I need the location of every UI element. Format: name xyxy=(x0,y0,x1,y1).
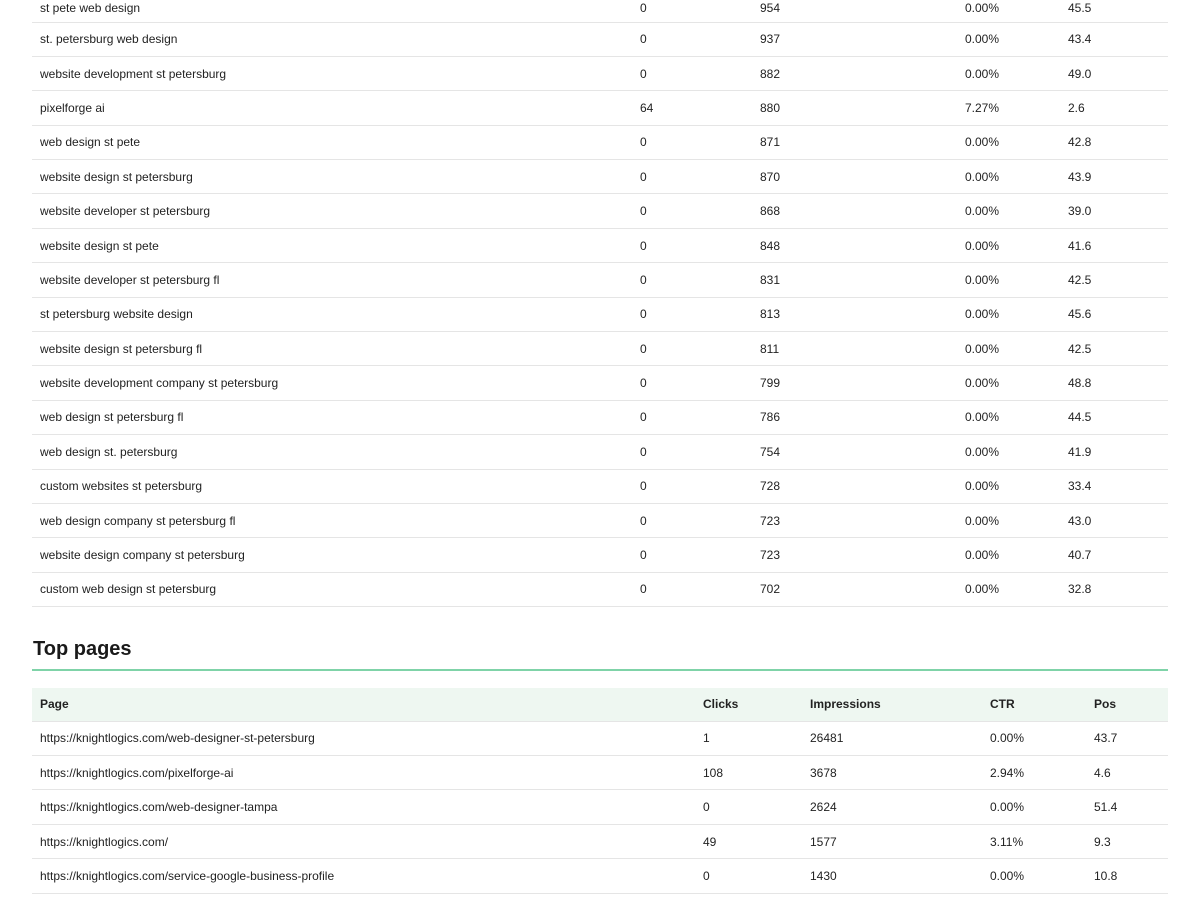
section-divider xyxy=(32,669,1168,671)
pos-cell: 4.6 xyxy=(1094,765,1111,780)
top-queries-table xyxy=(32,0,1168,607)
top-pages-table xyxy=(32,688,1168,893)
clicks-cell: 0 xyxy=(640,135,647,150)
ctr-cell: 3.11% xyxy=(990,834,1024,849)
ctr-cell: 0.00% xyxy=(965,479,1000,494)
impressions-cell: 880 xyxy=(760,100,781,115)
table-row xyxy=(32,366,1168,400)
ctr-cell: 0.00% xyxy=(965,238,1000,253)
ctr-cell: 0.00% xyxy=(965,204,1000,219)
table-row xyxy=(32,22,1168,56)
query-cell: web design st. petersburg xyxy=(40,444,178,459)
impressions-cell: 3678 xyxy=(810,765,837,780)
clicks-cell: 0 xyxy=(703,868,710,883)
clicks-cell: 0 xyxy=(640,32,647,47)
query-cell: website development st petersburg xyxy=(40,66,227,81)
clicks-cell: 0 xyxy=(640,204,647,219)
clicks-cell: 0 xyxy=(640,66,647,81)
query-cell: web design st pete xyxy=(40,135,141,150)
table-header-row xyxy=(32,688,1168,721)
pos-cell: 33.4 xyxy=(1068,479,1092,494)
ctr-cell: 0.00% xyxy=(965,307,1000,322)
query-cell: st pete web design xyxy=(40,0,141,15)
pos-cell: 39.0 xyxy=(1068,204,1092,219)
impressions-cell: 870 xyxy=(760,169,781,184)
ctr-cell: 0.00% xyxy=(965,0,1000,15)
query-cell: website design company st petersburg xyxy=(40,548,245,563)
query-cell: st. petersburg web design xyxy=(40,32,178,47)
ctr-cell: 0.00% xyxy=(965,582,1000,597)
impressions-cell: 1430 xyxy=(810,868,837,883)
page-cell: https://knightlogics.com/ xyxy=(40,834,169,849)
pos-cell: 2.6 xyxy=(1068,100,1085,115)
pos-cell: 49.0 xyxy=(1068,66,1092,81)
table-row xyxy=(32,435,1168,469)
ctr-cell: 0.00% xyxy=(990,731,1025,746)
impressions-cell: 954 xyxy=(760,0,781,15)
query-cell: pixelforge ai xyxy=(40,100,105,115)
ctr-cell: 0.00% xyxy=(965,169,1000,184)
top-pages-title: Top pages xyxy=(33,638,132,661)
pos-cell: 42.8 xyxy=(1068,135,1092,150)
ctr-cell: 0.00% xyxy=(965,376,1000,391)
clicks-cell: 0 xyxy=(640,582,647,597)
impressions-cell: 754 xyxy=(760,444,781,459)
impressions-cell: 868 xyxy=(760,204,781,219)
query-cell: web design company st petersburg fl xyxy=(40,513,236,528)
impressions-cell: 723 xyxy=(760,513,781,528)
query-cell: website developer st petersburg xyxy=(40,204,211,219)
table-row xyxy=(32,469,1168,503)
query-cell: st petersburg website design xyxy=(40,307,193,322)
query-cell: website development company st petersburg xyxy=(40,376,279,391)
clicks-cell: 0 xyxy=(640,479,647,494)
ctr-cell: 0.00% xyxy=(965,341,1000,356)
ctr-cell: 0.00% xyxy=(965,548,1000,563)
impressions-cell: 799 xyxy=(760,376,781,391)
pos-cell: 45.5 xyxy=(1068,0,1092,15)
pos-cell: 44.5 xyxy=(1068,410,1092,425)
table-row xyxy=(32,297,1168,331)
clicks-cell: 108 xyxy=(703,765,724,780)
ctr-cell: 0.00% xyxy=(965,32,1000,47)
table-row xyxy=(32,572,1168,606)
pos-cell: 43.9 xyxy=(1068,169,1092,184)
page-cell: https://knightlogics.com/service-google-business-profile xyxy=(40,868,335,883)
clicks-cell: 0 xyxy=(640,548,647,563)
pos-cell: 45.6 xyxy=(1068,307,1092,322)
query-cell: web design st petersburg fl xyxy=(40,410,184,425)
column-header-page: Page xyxy=(40,697,69,712)
impressions-cell: 871 xyxy=(760,135,781,150)
pos-cell: 48.8 xyxy=(1068,376,1092,391)
clicks-cell: 0 xyxy=(640,238,647,253)
pos-cell: 43.0 xyxy=(1068,513,1092,528)
table-row xyxy=(32,400,1168,434)
impressions-cell: 811 xyxy=(760,341,780,356)
ctr-cell: 0.00% xyxy=(965,410,1000,425)
impressions-cell: 728 xyxy=(760,479,781,494)
pos-cell: 43.4 xyxy=(1068,32,1092,47)
query-cell: website design st petersburg fl xyxy=(40,341,203,356)
ctr-cell: 0.00% xyxy=(965,513,1000,528)
clicks-cell: 0 xyxy=(640,341,647,356)
table-row xyxy=(32,194,1168,228)
column-header-impressions: Impressions xyxy=(810,697,881,712)
top-pages-body xyxy=(32,721,1168,893)
column-header-clicks: Clicks xyxy=(703,697,739,712)
clicks-cell: 0 xyxy=(640,410,647,425)
table-row xyxy=(32,538,1168,572)
page-cell: https://knightlogics.com/web-designer-st-petersburg xyxy=(40,731,315,746)
table-row xyxy=(32,91,1168,125)
clicks-cell: 0 xyxy=(640,272,647,287)
clicks-cell: 49 xyxy=(703,834,717,849)
pos-cell: 42.5 xyxy=(1068,272,1092,287)
impressions-cell: 2624 xyxy=(810,800,837,815)
table-row xyxy=(32,263,1168,297)
ctr-cell: 0.00% xyxy=(990,868,1025,883)
clicks-cell: 0 xyxy=(640,444,647,459)
clicks-cell: 0 xyxy=(640,169,647,184)
table-row xyxy=(32,790,1168,824)
ctr-cell: 2.94% xyxy=(990,765,1025,780)
pos-cell: 43.7 xyxy=(1094,731,1118,746)
column-header-pos: Pos xyxy=(1094,697,1117,712)
table-row xyxy=(32,0,1168,22)
impressions-cell: 26481 xyxy=(810,731,844,746)
impressions-cell: 1577 xyxy=(810,834,837,849)
clicks-cell: 0 xyxy=(640,513,647,528)
pos-cell: 40.7 xyxy=(1068,548,1092,563)
table-row xyxy=(32,228,1168,262)
impressions-cell: 848 xyxy=(760,238,781,253)
pos-cell: 41.9 xyxy=(1068,444,1092,459)
query-cell: custom web design st petersburg xyxy=(40,582,217,597)
ctr-cell: 0.00% xyxy=(990,800,1025,815)
table-row xyxy=(32,160,1168,194)
pos-cell: 9.3 xyxy=(1094,834,1111,849)
page-cell: https://knightlogics.com/pixelforge-ai xyxy=(40,765,234,780)
impressions-cell: 702 xyxy=(760,582,781,597)
pos-cell: 10.8 xyxy=(1094,868,1118,883)
table-row xyxy=(32,721,1168,755)
query-cell: website design st pete xyxy=(40,238,159,253)
table-row xyxy=(32,125,1168,159)
impressions-cell: 723 xyxy=(760,548,781,563)
clicks-cell: 0 xyxy=(640,307,647,322)
ctr-cell: 0.00% xyxy=(965,135,1000,150)
ctr-cell: 0.00% xyxy=(965,66,1000,81)
table-row xyxy=(32,56,1168,90)
clicks-cell: 0 xyxy=(640,0,647,15)
table-row xyxy=(32,824,1168,858)
ctr-cell: 0.00% xyxy=(965,444,1000,459)
table-row xyxy=(32,756,1168,790)
impressions-cell: 831 xyxy=(760,272,781,287)
table-row xyxy=(32,503,1168,537)
report-content xyxy=(32,0,1168,894)
impressions-cell: 786 xyxy=(760,410,781,425)
table-row xyxy=(32,332,1168,366)
column-header-ctr: CTR xyxy=(990,697,1015,712)
clicks-cell: 1 xyxy=(703,731,710,746)
table-row xyxy=(32,859,1168,893)
impressions-cell: 882 xyxy=(760,66,781,81)
impressions-cell: 813 xyxy=(760,307,781,322)
query-cell: custom websites st petersburg xyxy=(40,479,203,494)
query-cell: website developer st petersburg fl xyxy=(40,272,220,287)
clicks-cell: 64 xyxy=(640,100,654,115)
page-cell: https://knightlogics.com/web-designer-tampa xyxy=(40,800,278,815)
clicks-cell: 0 xyxy=(640,376,647,391)
ctr-cell: 0.00% xyxy=(965,272,1000,287)
pos-cell: 51.4 xyxy=(1094,800,1118,815)
pos-cell: 41.6 xyxy=(1068,238,1092,253)
pos-cell: 32.8 xyxy=(1068,582,1092,597)
clicks-cell: 0 xyxy=(703,800,710,815)
query-cell: website design st petersburg xyxy=(40,169,193,184)
ctr-cell: 7.27% xyxy=(965,100,1000,115)
pos-cell: 42.5 xyxy=(1068,341,1092,356)
top-queries-body xyxy=(32,0,1168,607)
impressions-cell: 937 xyxy=(760,32,781,47)
